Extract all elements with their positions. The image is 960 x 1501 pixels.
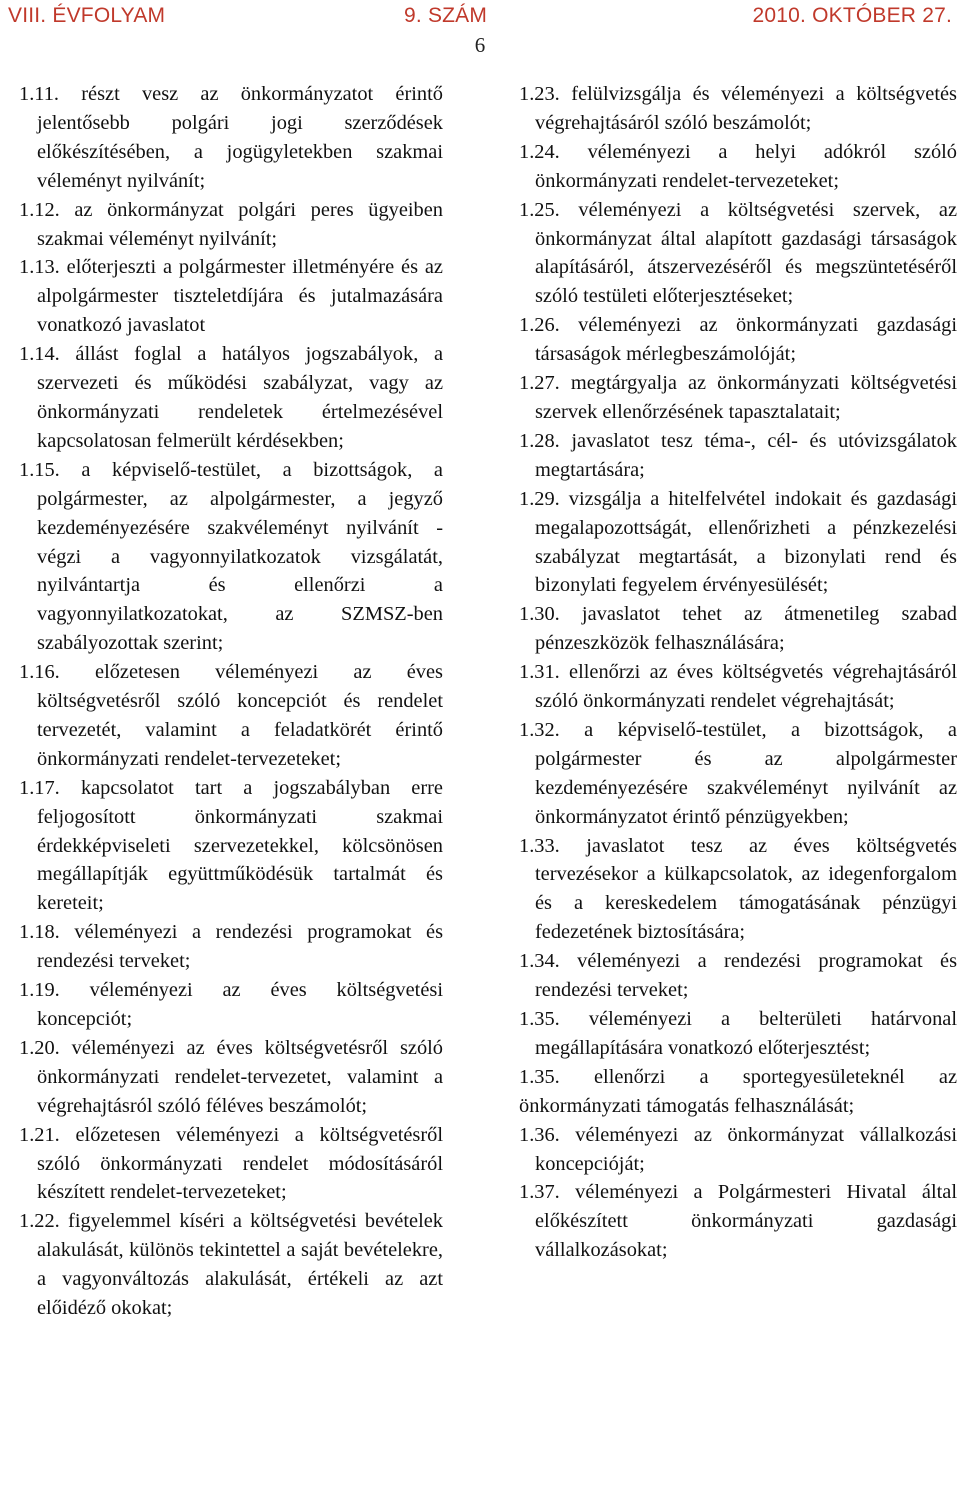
list-item: 1.31. ellenőrzi az éves költségvetés végrehajtásáról szóló önkormányzati rendelet végrehajtását;: [519, 661, 957, 713]
list-item: 1.23. felülvizsgálja és véleményezi a költségvetés végrehajtásáról szóló beszámolót;: [519, 83, 957, 134]
list-item: 1.18. véleményezi a rendezési programokat és rendezési terveket;: [19, 921, 443, 973]
list-item: 1.36. véleményezi az önkormányzat vállalkozási koncepcióját;: [519, 1123, 957, 1175]
date-label: 2010. OKTÓBER 27.: [752, 4, 952, 27]
list-item: 1.20. véleményezi az éves költségvetésről szóló önkormányzati rendelet-tervezetet, valamint a végrehajtásról szóló féléves beszámolót;: [19, 1036, 443, 1117]
list-item: 1.24. véleményezi a helyi adókról szóló önkormányzati rendelet-tervezeteket;: [519, 140, 957, 192]
list-item: 1.26. véleményezi az önkormányzati gazdasági társaságok mérlegbeszámolóját;: [519, 314, 957, 366]
list-item: 1.19. véleményezi az éves költségvetési koncepciót;: [19, 979, 443, 1030]
list-item: 1.17. kapcsolatot tart a jogszabályban erre feljogosított önkormányzati szakmai érdekképviseleti szervezetekkel, kölcsönösen megállapítják együttműködésük tartalmát és kereteit;: [19, 776, 443, 915]
list-item: 1.29. vizsgálja a hitelfelvétel indokait és gazdasági megalapozottságát, ellenőrizheti a pénzkezelési szabályzat megtartását, a bizonylati rend és bizonylati fegyelem érvényesülését;: [519, 487, 957, 597]
list-item: 1.13. előterjeszti a polgármester illetményére és az alpolgármester tiszteletdíjára és jutalmazására vonatkozó javaslatot: [19, 256, 443, 337]
page-number: 6: [474, 33, 486, 57]
issue-label: 9. SZÁM: [404, 4, 488, 27]
list-item: 1.12. az önkormányzat polgári peres ügyeiben szakmai véleményt nyilvánít;: [19, 198, 443, 250]
volume-label: VIII. ÉVFOLYAM: [8, 4, 166, 27]
list-item: 1.30. javaslatot tehet az átmenetileg szabad pénzeszközök felhasználására;: [519, 603, 957, 655]
list-item: 1.33. javaslatot tesz az éves költségvetés tervezésekor a külkapcsolatok, az idegenforgalom és a kereskedelem támogatásának pénzügyi fedezetének biztosítására;: [519, 834, 957, 944]
list-item: 1.11. részt vesz az önkormányzatot érintő jelentősebb polgári jogi szerződések előkészítésében, a jogügyletekben szakmai véleményt nyilvánít;: [19, 83, 443, 192]
list-item: 1.21. előzetesen véleményezi a költségvetésről szóló önkormányzati rendelet módosításáról készített rendelet-tervezeteket;: [19, 1123, 443, 1204]
list-item: 1.28. javaslatot tesz téma-, cél- és utóvizsgálatok megtartására;: [519, 429, 957, 481]
list-item: 1.34. véleményezi a rendezési programokat és rendezési terveket;: [519, 950, 957, 1002]
list-item: 1.35. véleményezi a belterületi határvonal megállapítására vonatkozó előterjesztést;: [519, 1008, 957, 1059]
page-header: [0, 4, 960, 32]
list-item: 1.22. figyelemmel kíséri a költségvetési bevételek alakulását, különös tekintettel a saját bevételekre, a vagyonváltozás alakulását, értékeli az azt előidéző okokat;: [19, 1210, 443, 1320]
list-item: 1.14. állást foglal a hatályos jogszabályok, a szervezeti és működési szabályzat, vagy az önkormányzati rendeletek értelmezésével kapcsolatosan felmerült kérdésekben;: [19, 343, 443, 452]
list-item: 1.32. a képviselő-testület, a bizottságok, a polgármester és az alpolgármester kezdeményezésére szakvéleményt nyilvánít az önkormányzatot érintő pénzügyekben;: [519, 718, 957, 828]
list-item: 1.27. megtárgyalja az önkormányzati költségvetési szervek ellenőrzésének tapasztalatait;: [519, 372, 957, 423]
list-item: 1.25. véleményezi a költségvetési szervek, az önkormányzat által alapított gazdasági társaságok alapításáról, átszervezéséről és megszüntetéséről szóló testületi előterjesztéseket;: [519, 198, 957, 308]
list-item: 1.35. ellenőrzi a sportegyesületeknél az önkormányzati támogatás felhasználását;: [519, 1065, 957, 1117]
list-item: 1.37. véleményezi a Polgármesteri Hivatal által előkészített önkormányzati gazdasági vállalkozásokat;: [519, 1181, 957, 1262]
right-column: [519, 80, 957, 1265]
list-item: 1.15. a képviselő-testület, a bizottságok, a polgármester, az alpolgármester, a jegyző kezdeményezésére szakvéleményt nyilvánít - végzi a vagyonnyilatkozatok vizsgálatát, nyilvántartja és ellenőrzi a vagyonnyilatkozatokat, az SZMSZ-ben szabályozottak szerint;: [19, 458, 443, 655]
list-item: 1.16. előzetesen véleményezi az éves költségvetésről szóló koncepciót és rendelet tervezetét, valamint a feladatkörét érintő önkormányzati rendelet-tervezeteket;: [19, 661, 443, 770]
left-column: [19, 80, 443, 1323]
